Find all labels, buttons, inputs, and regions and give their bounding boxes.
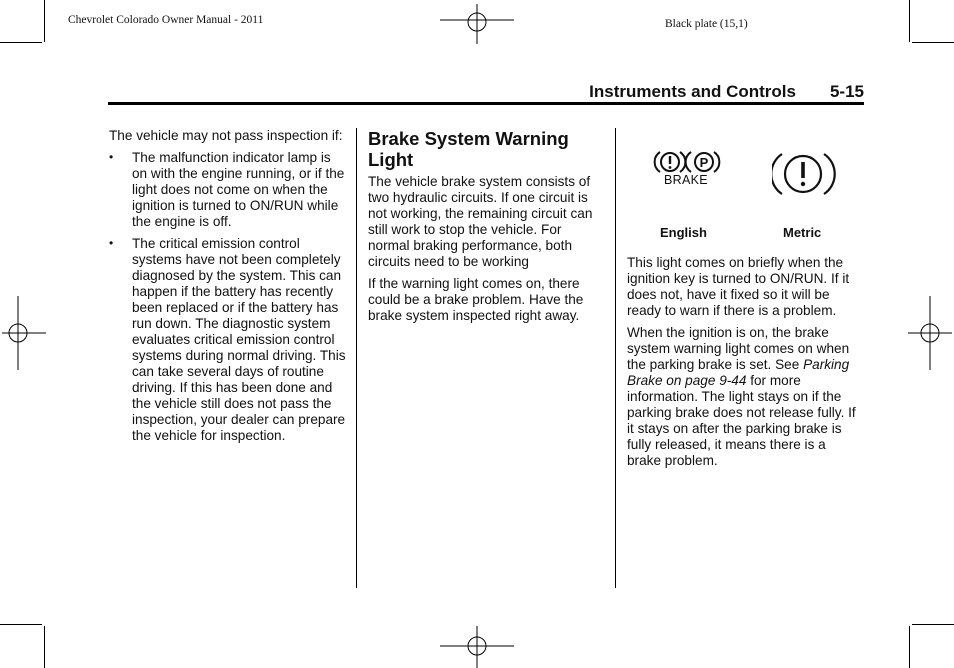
registration-mark-left-icon	[0, 296, 46, 370]
column-divider	[615, 128, 616, 588]
registration-mark-right-icon	[908, 296, 954, 370]
manual-title: Chevrolet Colorado Owner Manual - 2011	[68, 14, 264, 26]
crop-mark	[912, 42, 954, 43]
metric-label: Metric	[783, 225, 822, 240]
bullet-list	[109, 150, 347, 444]
crop-mark	[912, 624, 954, 625]
crop-mark	[909, 626, 910, 668]
list-item: • The critical emission control systems have not been completely diagnosed by the system. This can happen if the battery has recently been replaced or if the battery has run down. The diagnostic system evaluates critical emission control systems during normal driving. This can take several days of routine driving. If this has been done and the vehicle still does not pass the inspection, your dealer can prepare the vehicle for inspection.	[109, 236, 347, 444]
crop-mark	[44, 0, 45, 42]
svg-text:P: P	[699, 155, 709, 170]
cross-reference-link[interactable]: Parking Brake on page 9-44	[627, 357, 850, 388]
brake-text: BRAKE	[664, 173, 708, 187]
brake-warning-metric-icon	[772, 148, 838, 200]
body-paragraph: This light comes on briefly when the ignition key is turned to ON/RUN. If it does not, have it fixed so it will be ready to warn if there is a problem.	[627, 255, 850, 318]
section-title: Instruments and Controls	[589, 82, 796, 101]
header-rule	[108, 102, 864, 105]
brake-warning-english-icon	[652, 146, 722, 188]
english-label: English	[660, 225, 707, 240]
crop-mark	[0, 42, 42, 43]
body-paragraph: The vehicle brake system consists of two hydraulic circuits. If one circuit is not working, the remaining circuit can still work to stop the vehicle. For normal braking performance, both circuits need to be working	[368, 174, 593, 269]
body-paragraph	[627, 325, 863, 469]
body-text: for more information. The light stays on if the parking brake does not release fully. If it stays on after the parking brake is fully released, it means there is a brake problem.	[627, 373, 856, 468]
crop-mark	[909, 0, 910, 42]
crop-mark	[44, 626, 45, 668]
registration-mark-bottom-icon	[440, 624, 514, 668]
body-paragraph: If the warning light comes on, there could be a brake problem. Have the brake system inspected right away.	[368, 276, 584, 323]
column-3	[627, 255, 863, 475]
plate-label: Black plate (15,1)	[665, 18, 748, 30]
crop-mark	[0, 624, 42, 625]
page-number: 5-15	[829, 82, 864, 101]
section-heading: Brake System Warning Light	[368, 128, 569, 170]
column-2	[368, 128, 604, 330]
list-item: • The malfunction indicator lamp is on with the engine running, or if the light does not come on when the ignition is turned to ON/RUN while the engine is off.	[109, 150, 347, 230]
column-divider	[356, 128, 357, 588]
registration-mark-top-icon	[440, 0, 514, 46]
column-1	[109, 128, 347, 450]
page-header	[108, 80, 864, 102]
intro-paragraph: The vehicle may not pass inspection if:	[109, 128, 343, 143]
body-text: When the ignition is on, the brake system warning light comes on when the parking brake is set. See	[627, 325, 850, 372]
